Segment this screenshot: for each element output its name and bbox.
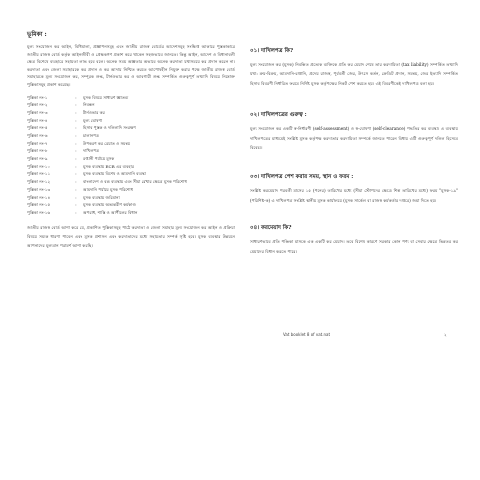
booklet-colon: : bbox=[75, 140, 77, 146]
booklet-title: মূসক ব্যবস্থায় জরিমানা bbox=[83, 194, 120, 200]
booklet-colon: : bbox=[75, 125, 77, 131]
section-heading: ০১। দাখিলপত্র কি? bbox=[250, 48, 294, 54]
booklet-colon: : bbox=[75, 102, 77, 108]
section-heading: ০৪। করমেয়াদ কি? bbox=[250, 225, 292, 232]
booklet-number: পুস্তিকা নং-১১ bbox=[27, 171, 51, 177]
booklet-row bbox=[27, 163, 235, 171]
booklet-number: পুস্তিকা নং-১০ bbox=[27, 163, 51, 169]
booklet-number: পুস্তিকা নং-১৪ bbox=[27, 194, 51, 200]
booklet-title: মূসক ব্যবস্থায় অভ্যন্তরীণ কর্মকাণ্ড bbox=[83, 202, 136, 208]
booklet-row bbox=[27, 117, 235, 125]
booklet-title: রপ্তানী পর্যায়ে মূসক bbox=[83, 156, 115, 162]
booklet-row bbox=[27, 94, 235, 102]
booklet-number: পুস্তিকা নং-১৫ bbox=[27, 202, 51, 208]
section-tax-period bbox=[250, 225, 458, 256]
section-body: সাধারণভাবে প্রতি পঞ্জিকা মাসকে এক একটি কর মেয়াদ। তবে বিশেষ কারণে সরকার কোন পণ্য বা সেবার ক্ষেত্রে ভিন্নতর কর মেয়াদের বিধান করতে পারে। bbox=[250, 239, 458, 254]
booklet-number: পুস্তিকা নং-৯ bbox=[27, 156, 48, 162]
closing-paragraph: জাতীয় রাজস্ব বোর্ড আশা করে যে, প্রকাশিত পুস্তিকাসমূহ পাঠে করদাতা ও জেলা সমাহার মূল্য সংযোজন কর আইন ও প্রক্রিয়া বিষয়ে সম্যক ধারণা পাবেন এবং মূসক প্রশাসন এবং করদাতাদের মধ্যে সহায়তার সম্পর্ক সৃষ্টি হবে। মূসক ব্যবস্থার উন্নয়নে আপনাদের মূল্যবান পরামর্শ আশা করছি। bbox=[27, 224, 235, 248]
booklet-colon: : bbox=[75, 148, 77, 154]
footer-filename: Vat booklet 8 of vat.nat bbox=[283, 332, 331, 337]
booklet-colon: : bbox=[75, 194, 77, 200]
section-submission-time bbox=[250, 174, 458, 205]
booklet-row bbox=[27, 155, 235, 163]
section-body: মূল্য সংযোজন কর (মূসক) নিবন্ধিত প্রত্যেক ব্যক্তিকে প্রতি কর মেয়াদ শেষে তার করদায়িতা (tax liability) সম্পর্কিত তথ্যাদি যথা: ক্রয়-বিক্রয়, আমদানি-রপ্তানি, প্রদেয় রাজস্ব, পূর্ববর্তী জের, উৎসে কর্তন, ক্রেডিট প্রদান, সমন্বয়, জের ইত্যাদি সম্পর্কিত হিসাব বিবরণী নির্ধারিত ফরমে নির্দিষ্ট মূসক কর্তৃপক্ষের নিকট পেশ করতে হয়। এই বিবরণীকেই দাখিলপত্র বলা হয়। bbox=[250, 62, 458, 86]
booklet-colon: : bbox=[75, 94, 77, 100]
booklet-colon: : bbox=[75, 117, 77, 123]
booklet-colon: : bbox=[75, 179, 77, 185]
booklet-row bbox=[27, 178, 235, 186]
booklet-colon: : bbox=[75, 171, 77, 177]
booklet-number: পুস্তিকা নং-৩ bbox=[27, 109, 48, 115]
booklet-list bbox=[27, 94, 235, 217]
booklet-colon: : bbox=[75, 109, 77, 115]
section-body: সংশ্লিষ্ট করমেয়াদ পরবর্তী মাসের ১৫ (পনের) তারিখের মধ্যে (সীমা স্টোপদের ক্ষেত্রে শিল্প তারিখের মধ্যে) ফরম "মূসক-১৯" (পরিশিষ্ট-ক) এ দাখিলপত্র সংশ্লিষ্ট স্থানীয় মূসক কার্যালয়ে (মূসক সার্কেল বা রাজস্ব কর্মকর্তার দপ্তরে) জমা দিতে হয়। bbox=[250, 188, 458, 203]
booklet-title: আমদানি পর্যায়ে মূসক পরিশোধ bbox=[83, 186, 133, 192]
booklet-title: মূল্য ঘোষণা bbox=[83, 117, 103, 123]
booklet-number: পুস্তিকা নং-৬ bbox=[27, 133, 48, 138]
booklet-row bbox=[27, 147, 235, 155]
booklet-title: মূসক ব্যবস্থায় বিশেষ ও আমদানি ব্যবস্থা bbox=[83, 171, 146, 177]
section-heading: ০২। দাখিলপত্রের গুরুত্ব : bbox=[250, 112, 307, 119]
booklet-number: পুস্তিকা নং-২ bbox=[27, 102, 48, 108]
left-column bbox=[27, 29, 235, 254]
intro-paragraph: মূল্য সংযোজন কর আইন, বিধিমালা, প্রজ্ঞাপনসমূহ এবং জাতীয় রাজস্ব বোর্ডের আদেশসমূহ সংক্ষিপ্ত আকারে পুস্তকাকারে জাতীয় রাজস্ব বোর্ড কর্তৃক আইনজীবী ও প্রেক্ষকগণ প্রকাশ করে থাকেন সহজভাবে জানতে। কিন্তু আইন, আদেশ ও বিধানাবলী ক্ষেত্র বিশেষে ব্যবহারে সহায়তা লাভ হবে বলে। অনেক সময় অজ্ঞতার অভাবে অনেক করদাতা যথাসময়ে কর প্রদান করেন না। করদাতা এবং জেলা সমাহারকে কর প্রদান ও কর আদায় নিশ্চিত করতে আপোষহীন নিযুক্ত করার পক্ষে জাতীয় রাজস্ব বোর্ড সমাহারকে মূল্য সংযোজন কর, সম্পূরক শুল্ক, টার্নওভার কর ও আবগারী শুল্ক সম্পর্কিত গুরুত্বপূর্ণ তথ্যাদি বিষয়ে নিম্নোক্ত পুস্তিকাসমূহ প্রকাশ করেছে। bbox=[27, 44, 235, 87]
booklet-number: পুস্তিকা নং-১৬ bbox=[27, 209, 51, 215]
booklet-title: উপকরণ কর রেয়াত ও সমন্বয় bbox=[83, 140, 131, 146]
booklet-row bbox=[27, 132, 235, 140]
booklet-title: মূসক ব্যবস্থায় ECR এর ব্যবহার bbox=[83, 163, 135, 169]
booklet-colon: : bbox=[75, 209, 77, 215]
booklet-title: নিবন্ধন bbox=[83, 102, 95, 108]
booklet-row bbox=[27, 101, 235, 109]
section-body: মূল্য সংযোজন কর একটি স্ব-নির্ধারণী (self-assessment) ও স্ব-ঘোষণা (self-clearance) পদ্ধতির কর ব্যবস্থা। এ ব্যবস্থায় দাখিলপত্রের মাধ্যমেই সংশ্লিষ্ট মূসক কর্তৃপক্ষ করদাতার করদায়িতা সম্পর্কে জানতে পারেন বিধায় এটি গুরুত্বপূর্ণ দলিল হিসেবে বিবেচ্য। bbox=[250, 126, 458, 151]
page-number: ২ bbox=[444, 332, 447, 337]
booklet-row bbox=[27, 194, 235, 202]
booklet-colon: : bbox=[75, 163, 77, 169]
booklet-title: হিসাব পুস্তক ও দলিলাদি সংরক্ষণ bbox=[83, 125, 136, 131]
booklet-number: পুস্তিকা নং-৭ bbox=[27, 140, 48, 146]
booklet-number: পুস্তিকা নং-১ bbox=[27, 94, 48, 100]
booklet-row bbox=[27, 140, 235, 148]
booklet-number: পুস্তিকা নং-১২ bbox=[27, 179, 51, 185]
intro-heading: ভূমিকা : bbox=[27, 31, 47, 38]
booklet-number: পুস্তিকা নং-৫ bbox=[27, 125, 48, 131]
booklet-row bbox=[27, 186, 235, 194]
booklet-title: বাংলাদেশ ও বন্ড ব্যবস্থায় এবং সীমা রেখার ক্ষেত্রে মূসক পরিশোধ bbox=[83, 179, 187, 185]
booklet-title: অপরাধ, শাস্তি ও আপীলের বিধান bbox=[83, 209, 138, 215]
section-heading: ০৩। দাখিলপত্র পেশ করার সময়, স্থান ও ফরম : bbox=[250, 174, 354, 181]
booklet-number: পুস্তিকা নং-১৩ bbox=[27, 186, 51, 192]
booklet-row bbox=[27, 201, 235, 209]
booklet-title: চালানপত্র bbox=[83, 133, 99, 138]
booklet-colon: : bbox=[75, 202, 77, 208]
booklet-title: দাখিলপত্র bbox=[83, 148, 100, 154]
booklet-row bbox=[27, 170, 235, 178]
booklet-row bbox=[27, 109, 235, 117]
booklet-number: পুস্তিকা নং-৮ bbox=[27, 148, 48, 154]
booklet-colon: : bbox=[75, 186, 77, 192]
section-importance bbox=[250, 112, 458, 152]
booklet-number: পুস্তিকা নং-৪ bbox=[27, 117, 48, 123]
booklet-title: মূসক বিষয়ে সাধারণ জ্ঞাতব্য bbox=[83, 94, 129, 100]
booklet-row bbox=[27, 209, 235, 217]
booklet-title: টার্নওভার কর bbox=[83, 109, 105, 115]
booklet-row bbox=[27, 124, 235, 132]
section-what-is-return bbox=[250, 48, 458, 88]
booklet-colon: : bbox=[75, 133, 77, 138]
right-column bbox=[250, 48, 458, 256]
booklet-colon: : bbox=[75, 156, 77, 162]
